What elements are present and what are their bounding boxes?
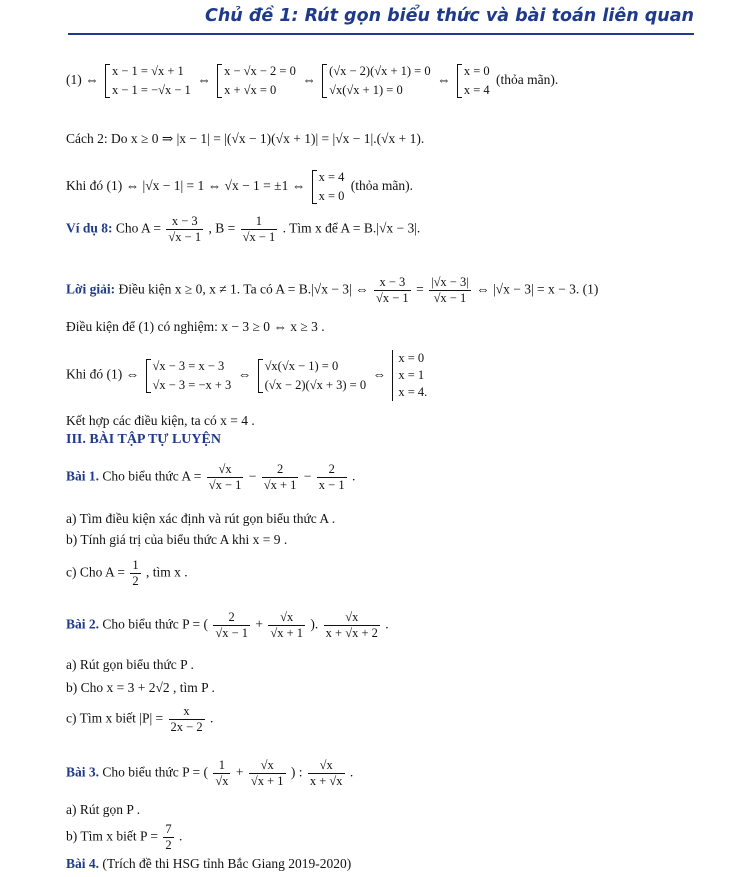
ex1-frac-2 <box>262 462 299 493</box>
frac-denominator: √x − 1 <box>242 230 276 244</box>
equiv-symbol: ⇔ <box>436 72 451 88</box>
ex7-system-c <box>322 62 431 100</box>
ex2-frac-2 <box>268 610 305 641</box>
frac-numerator: √x <box>324 610 380 626</box>
ex8-system-c <box>392 350 427 401</box>
equiv-symbol: ⇔ <box>237 366 252 382</box>
frac-numerator: √x <box>207 462 244 478</box>
exercise-text: Cho biểu thức P = ( <box>102 616 208 632</box>
frac-numerator: x <box>169 704 205 720</box>
ex8-sol-text: ⇔ |√x − 3| = x − 3. (1) <box>476 281 599 297</box>
frac-numerator: 1 <box>132 558 139 572</box>
ex3-frac-2 <box>249 758 286 789</box>
solution-label: Lời giải: <box>66 281 116 297</box>
frac-numerator: √x <box>308 758 345 774</box>
frac-numerator: √x <box>268 610 305 626</box>
exercise-3 <box>66 758 353 789</box>
ex2-frac-3 <box>324 610 380 641</box>
ex7-sys-b-row: x + √x = 0 <box>224 83 277 97</box>
ex8-label: Ví dụ 8: <box>66 220 113 236</box>
ex8-sys-c-row: x = 0 <box>398 351 425 365</box>
minus-symbol: − <box>248 468 257 484</box>
exercise-1-part-c <box>66 558 188 589</box>
frac-denominator: 2x − 2 <box>170 720 203 734</box>
paren-close: ) : <box>290 764 303 780</box>
ex8-frac-b <box>241 214 278 245</box>
ex8-then <box>66 350 430 401</box>
ex8-sys-c-row: x = 4. <box>398 385 428 399</box>
ex3-b-frac <box>163 822 173 853</box>
exercise-2-label: Bài 2. <box>66 616 100 632</box>
ex2-c-frac <box>169 704 205 735</box>
ex7-method2-then-text: Khi đó (1) ⇔ |√x − 1| = 1 ⇔ √x − 1 = ±1 ⇔ <box>66 178 306 194</box>
ex8-then-label: Khi đó (1) ⇔ <box>66 366 140 382</box>
page-title: Chủ đề 1: Rút gọn biểu thức và bài toán liên quan <box>205 6 694 26</box>
frac-numerator: 2 <box>317 462 347 478</box>
exercise-2-part-a: a) Rút gọn biểu thức P . <box>66 657 194 672</box>
frac-denominator: 2 <box>132 574 139 588</box>
frac-numerator: 2 <box>213 610 250 626</box>
ex7-sys-a-row: x − 1 = −√x − 1 <box>112 83 191 97</box>
frac-numerator: 2 <box>262 462 299 478</box>
ex8-sol-text: Điều kiện x ≥ 0, x ≠ 1. Ta có A = B.|√x − 3| ⇔ <box>118 281 369 297</box>
frac-denominator: √x + 1 <box>270 626 304 640</box>
ex8-conclusion: Kết hợp các điều kiện, ta có x = 4 . <box>66 413 255 428</box>
section-heading: III. BÀI TẬP TỰ LUYỆN <box>66 432 221 447</box>
plus-symbol: + <box>255 616 263 632</box>
part-c-text: , tìm x . <box>146 564 188 580</box>
frac-denominator: x + √x + 2 <box>325 626 378 640</box>
part-b-text: b) Tìm x biết P = <box>66 828 158 844</box>
exercise-2-part-c <box>66 704 213 735</box>
exercise-2-part-b: b) Cho x = 3 + 2√2 , tìm P . <box>66 680 215 695</box>
frac-denominator: √x − 1 <box>433 291 467 305</box>
ex8-text: , B = <box>208 220 236 236</box>
ex7-note: (thỏa mãn). <box>496 72 559 88</box>
ex7-method2-sys-row: x = 4 <box>318 170 345 184</box>
frac-numerator: 1 <box>213 758 230 774</box>
exercise-3-part-b <box>66 822 182 853</box>
ex7-method2-note: (thỏa mãn). <box>350 178 413 194</box>
ex1-frac-1 <box>207 462 244 493</box>
ex7-sys-c-row: √x(√x + 1) = 0 <box>329 83 403 97</box>
frac-denominator: √x <box>215 774 229 788</box>
ex8-frac-c <box>374 275 411 306</box>
frac-numerator: 7 <box>165 822 172 836</box>
ex8-text: Cho A = <box>115 220 162 236</box>
ex7-method2-sys-row: x = 0 <box>318 189 345 203</box>
exercise-1-part-b: b) Tính giá trị của biểu thức A khi x = 9 . <box>66 532 288 547</box>
ex7-sys-b-row: x − √x − 2 = 0 <box>224 64 296 78</box>
frac-denominator: x + √x <box>309 774 343 788</box>
part-c-text: c) Tìm x biết |P| = <box>66 710 164 726</box>
exercise-1-part-a: a) Tìm điều kiện xác định và rút gọn biểu thức A . <box>66 511 336 526</box>
exercise-4 <box>66 855 351 873</box>
ex8-condition: Điều kiện để (1) có nghiệm: x − 3 ≥ 0 ⇔ x ≥ 3 . <box>66 319 325 334</box>
ex8-sys-b-row: (√x − 2)(√x + 3) = 0 <box>264 377 367 392</box>
exercise-3-part-a: a) Rút gọn P . <box>66 802 141 817</box>
ex3-frac-1 <box>213 758 230 789</box>
frac-denominator: √x + 1 <box>250 774 284 788</box>
exercise-4-label: Bài 4. <box>66 856 100 871</box>
exercise-text: Cho biểu thức P = ( <box>102 764 208 780</box>
period: . <box>351 468 356 484</box>
ex7-method2-then <box>66 168 413 206</box>
ex8-frac-a <box>166 214 203 245</box>
frac-denominator: √x − 1 <box>215 626 248 640</box>
ex2-frac-1 <box>213 610 250 641</box>
ex8-solution <box>66 275 598 306</box>
ex7-step1-line <box>66 62 558 100</box>
period: . <box>209 710 214 726</box>
ex7-sys-c-row: (√x − 2)(√x + 1) = 0 <box>329 64 431 78</box>
exercise-1 <box>66 462 355 493</box>
ex7-system-b <box>217 62 296 100</box>
ex7-method2: Cách 2: Do x ≥ 0 ⇒ |x − 1| = |(√x − 1)(√x + 1)| = |√x − 1|.(√x + 1). <box>66 131 425 146</box>
plus-symbol: + <box>235 764 244 780</box>
ex8-statement <box>66 214 420 245</box>
frac-denominator: √x − 1 <box>208 478 242 492</box>
equiv-symbol: ⇔ <box>302 72 316 88</box>
ex7-sys-d-row: x = 0 <box>463 64 490 78</box>
period: . <box>349 764 354 780</box>
frac-numerator: x − 3 <box>166 214 203 230</box>
ex8-text: . Tìm x để A = B.|√x − 3|. <box>282 220 421 236</box>
ex1-frac-3 <box>317 462 347 493</box>
frac-numerator: |√x − 3| <box>431 275 469 289</box>
frac-numerator: 1 <box>241 214 278 230</box>
frac-denominator: 2 <box>165 838 172 852</box>
ex8-sys-b-row: √x(√x − 1) = 0 <box>264 358 339 373</box>
frac-denominator: √x + 1 <box>263 478 297 492</box>
ex8-system-a <box>146 357 232 395</box>
ex7-step1-label: (1) ⇔ <box>66 72 99 88</box>
exercise-text: (Trích đề thi HSG tỉnh Bắc Giang 2019-2020) <box>102 856 352 871</box>
exercise-text: Cho biểu thức A = <box>102 468 202 484</box>
part-c-text: c) Cho A = <box>66 564 125 580</box>
minus-symbol: − <box>303 468 312 484</box>
ex8-sys-a-row: √x − 3 = x − 3 <box>152 358 225 373</box>
frac-denominator: √x − 1 <box>376 291 409 305</box>
paren-close: ). <box>310 616 319 632</box>
ex7-system-a <box>105 62 191 100</box>
frac-numerator: x − 3 <box>374 275 411 291</box>
exercise-3-label: Bài 3. <box>66 764 100 780</box>
ex7-method2-system <box>312 168 345 206</box>
exercise-2 <box>66 610 389 641</box>
equals-symbol: = <box>416 281 424 297</box>
ex7-sys-d-row: x = 4 <box>463 83 490 97</box>
frac-numerator: √x <box>249 758 286 774</box>
ex3-frac-3 <box>308 758 345 789</box>
ex8-system-b <box>258 357 367 395</box>
ex7-sys-a-row: x − 1 = √x + 1 <box>112 64 184 78</box>
ex8-sys-c-row: x = 1 <box>398 368 425 382</box>
period: . <box>179 828 183 844</box>
equiv-symbol: ⇔ <box>197 72 211 88</box>
period: . <box>385 616 389 632</box>
equiv-symbol: ⇔ <box>372 366 386 382</box>
ex7-system-d <box>457 62 490 100</box>
exercise-1-label: Bài 1. <box>66 468 100 484</box>
header-divider <box>68 33 694 35</box>
frac-denominator: √x − 1 <box>168 230 202 244</box>
frac-denominator: x − 1 <box>318 478 345 492</box>
ex1-c-frac <box>130 558 140 589</box>
ex8-frac-d <box>429 275 471 306</box>
ex8-sys-a-row: √x − 3 = −x + 3 <box>152 377 232 392</box>
